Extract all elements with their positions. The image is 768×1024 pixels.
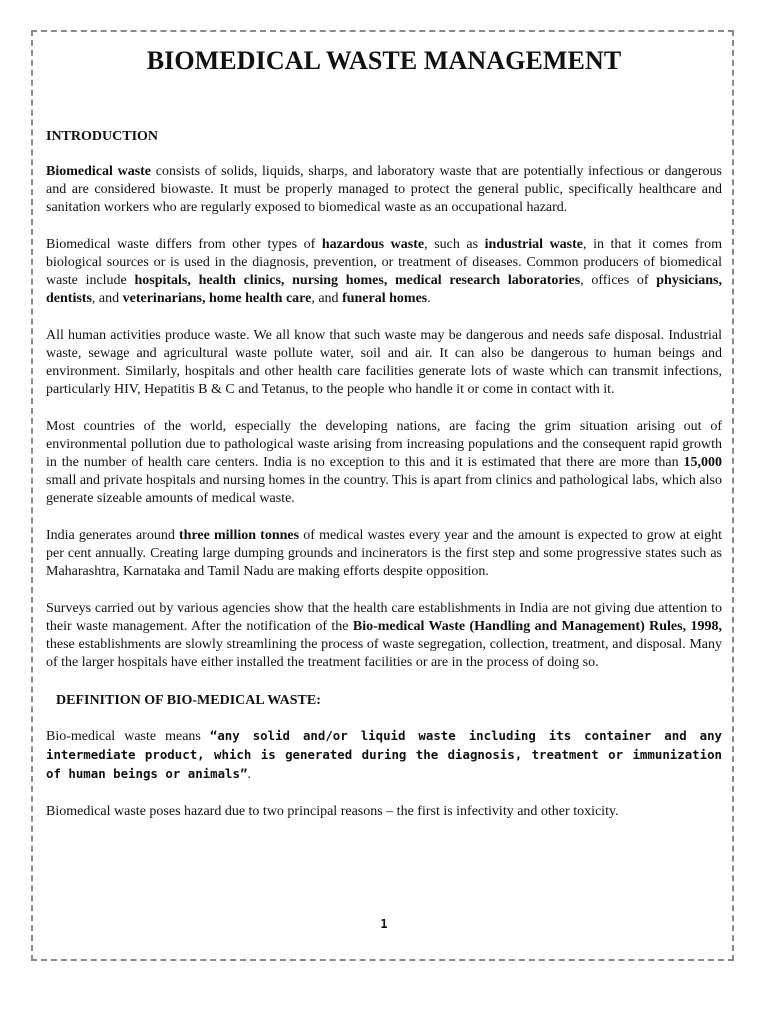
- text-span: India generates around: [46, 528, 179, 543]
- bold-term: physicians, dentists: [46, 273, 722, 306]
- text-span: , such as: [424, 237, 485, 252]
- paragraph-3: All human activities produce waste. We all know that such waste may be dangerous and needs safe disposal. Industrial waste, sewage and agricultural waste pollute water, soil and air. It can also be dangerous to human beings and environment. Similarly, hospitals and other health care facilities generate lots of waste which can transmit infections, particularly HIV, Hepatitis B & C and Tetanus, to the people who handle it or come in contact with it.: [46, 328, 722, 397]
- text-span: consists of solids, liquids, sharps, and laboratory waste that are potentially infectious or dangerous and are considered biowaste. It must be properly managed to protect the general public, specifically healthcare and sanitation workers who are regularly exposed to biomedical waste as an occupational hazard.: [46, 164, 722, 215]
- text-span: , in that it comes from biological sources or is used in the diagnosis, prevention, or treatment of diseases. Common producers of biomedical waste include: [46, 237, 722, 288]
- section-heading-introduction: INTRODUCTION: [46, 129, 159, 144]
- text-span: , and: [91, 291, 123, 306]
- text-span: Bio-medical waste means: [46, 729, 210, 744]
- text-span: Surveys carried out by various agencies show that the health care establishments in India are not giving due attention to their waste management. After the notification of the: [46, 601, 722, 634]
- paragraph-6: [46, 600, 722, 672]
- bold-term: Biomedical waste: [46, 164, 152, 179]
- text-span: , and: [311, 291, 343, 306]
- text-span: these establishments are slowly streamlining the process of waste segregation, collection, treatment, and disposal. Many of the larger hospitals have either installed the treatment facilities or are in the process of doing so.: [46, 637, 722, 670]
- paragraph-2: [46, 236, 722, 308]
- text-span: , offices of: [580, 273, 657, 288]
- document-title: BIOMEDICAL WASTE MANAGEMENT: [146, 46, 622, 75]
- document-body: [46, 44, 722, 821]
- bold-term: veterinarians, home health care: [122, 291, 312, 306]
- bold-term: funeral homes: [342, 291, 428, 306]
- bold-term: three million tonnes: [179, 528, 300, 543]
- bold-term: industrial waste: [484, 237, 584, 252]
- section-heading-definition: DEFINITION OF BIO-MEDICAL WASTE:: [56, 693, 321, 708]
- bold-term: hospitals, health clinics, nursing homes, medical research laboratories: [134, 273, 581, 288]
- paragraph-5: [46, 527, 722, 581]
- bold-term: hazardous waste: [321, 237, 425, 252]
- text-span: Most countries of the world, especially the developing nations, are facing the grim situation arising out of environmental pollution due to pathological waste arising from increasing populations and the consequent rapid growth in the number of health care centers. India is no exception to this and it is estimated that there are more than: [46, 419, 722, 470]
- text-span: .: [247, 767, 251, 782]
- paragraph-8: Biomedical waste poses hazard due to two principal reasons – the first is infectivity and other toxicity.: [46, 804, 619, 819]
- paragraph-4: [46, 418, 722, 508]
- definition-quote: “any solid and/or liquid waste including its container and any intermediate product, which is generated during the diagnosis, treatment or immunization of human beings or animals”: [46, 728, 723, 781]
- text-span: small and private hospitals and nursing homes in the country. This is apart from clinics and pathological labs, which also generate sizeable amounts of medical waste.: [46, 473, 722, 506]
- text-span: .: [427, 291, 431, 306]
- bold-term: Bio-medical Waste (Handling and Management) Rules, 1998,: [352, 619, 722, 634]
- bold-term: 15,000: [683, 455, 722, 470]
- text-span: of medical wastes every year and the amount is expected to grow at eight per cent annually. Creating large dumping grounds and incinerators is the first step and some progressive states such as Maharashtra, Karnataka and Tamil Nadu are making efforts despite opposition.: [46, 528, 722, 579]
- text-span: Biomedical waste differs from other types of: [46, 237, 322, 252]
- paragraph-7: [46, 727, 722, 784]
- paragraph-1: [46, 163, 722, 217]
- page-number: 1: [380, 917, 388, 931]
